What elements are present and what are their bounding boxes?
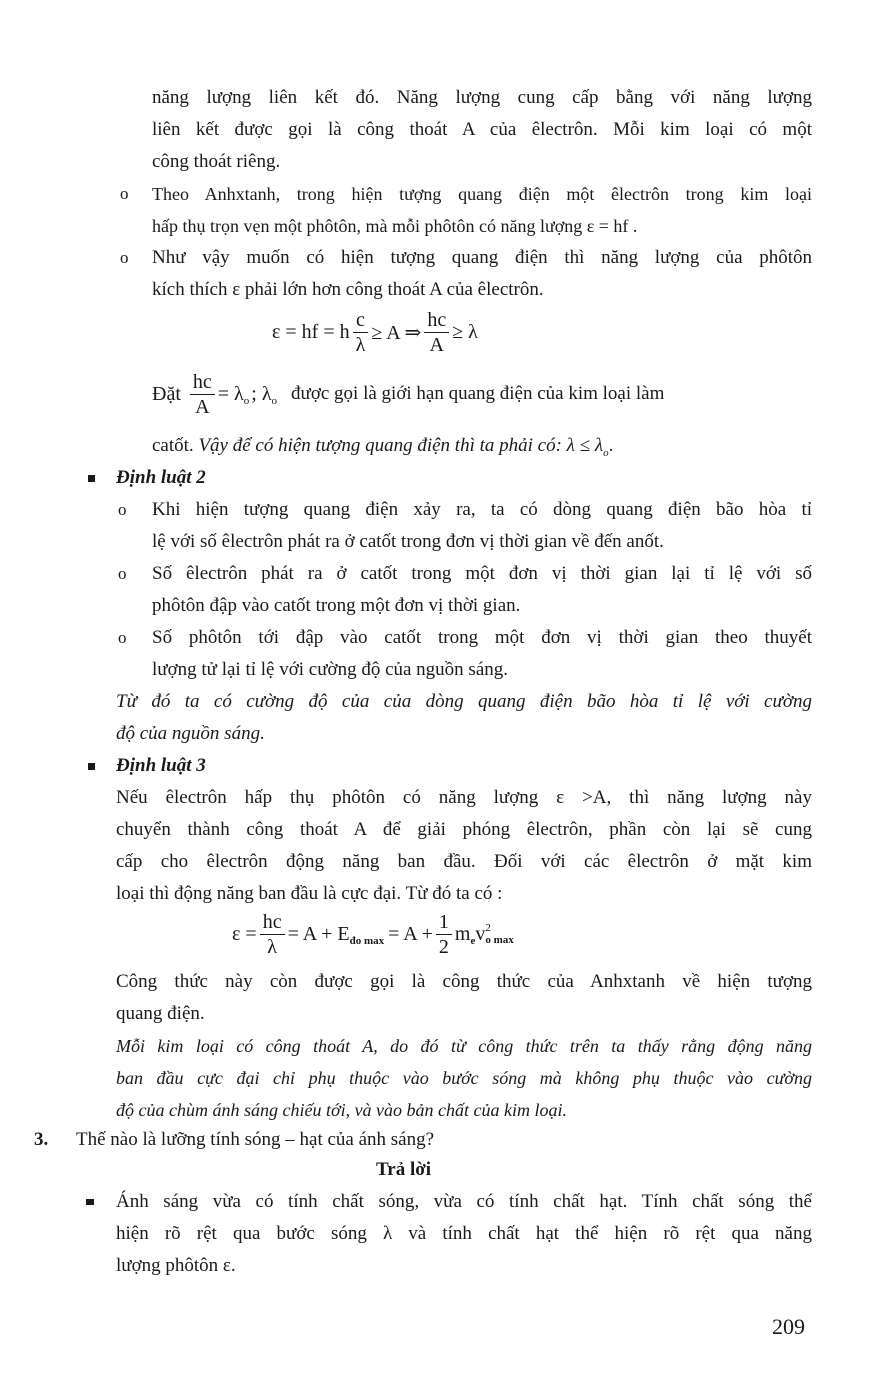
law3-line3: cấp cho êlectrôn động năng ban đầu. Đối với các êlectrôn ở mặt kim [116,851,812,872]
bullet1-line-2: hấp thụ trọn vẹn một phôtôn, mà mỗi phôtôn có năng lượng ε = hf . [152,216,638,236]
fraction-denominator: A [429,333,444,356]
square-bullet-icon [86,1199,94,1205]
circle-bullet-icon: o [118,500,127,519]
subscript: o max [485,934,514,946]
law2-item1-line1: Khi hiện tượng quang điện xảy ra, ta có dòng quang điện bão hòa tỉ [152,499,812,520]
law3-after-line1: Công thức này còn được gọi là công thức của Anhxtanh về hiện tượng [116,971,812,992]
formula-text: v [475,922,486,945]
law2-item3-line2: lượng tử lại tỉ lệ với cường độ của nguồn sáng. [152,659,509,680]
subscript: o [603,447,609,459]
formula-text: ; λ [251,382,272,405]
subscript: e [470,935,476,947]
fraction [353,308,369,357]
square-bullet-icon [88,475,95,482]
formula-text: = A + [388,922,433,945]
fraction-denominator: λ [355,333,366,356]
intro-line-2: liên kết được gọi là công thoát A của êlectrôn. Mỗi kim loại có một [152,119,812,140]
answer-line1: Ánh sáng vừa có tính chất sóng, vừa có tính chất hạt. Tính chất sóng thể [116,1191,812,1212]
catot-end: . [608,435,614,456]
einstein-formula [232,904,514,964]
circle-bullet-icon: o [118,628,127,647]
intro-line-3: công thoát riêng. [152,151,281,172]
fraction-denominator: A [195,395,210,418]
answer-line2: hiện rõ rệt qua bước sóng λ và tính chất hạt thể hiện rõ rệt qua năng [116,1223,812,1244]
law3-line4: loại thì động năng ban đầu là cực đại. Từ đó ta có : [116,883,503,904]
circle-bullet-icon: o [120,248,129,267]
law3-after-line2: quang điện. [116,1003,205,1024]
formula-text: ≥ λ [452,320,478,343]
subscript: o [243,395,250,407]
intro-line-1: năng lượng liên kết đó. Năng lượng cung cấp bằng với năng lượng [152,87,812,108]
catot-line [152,430,613,464]
subscript: o [271,395,278,407]
fraction [260,910,285,959]
law3-italic-line3: độ của chùm ánh sáng chiếu tới, và vào bản chất của kim loại. [116,1100,568,1120]
formula-text: ε = hf = h [272,320,350,343]
fraction-numerator: hc [190,370,215,395]
bullet2-line-2: kích thích ε phải lớn hơn công thoát A của êlectrôn. [152,279,544,300]
law2-item3-line1: Số phôtôn tới đập vào catốt trong một đơn vị thời gian theo thuyết [152,627,812,648]
bullet2-line-1: Như vậy muốn có hiện tượng quang điện thì năng lượng của phôtôn [152,247,812,268]
law3-title: Định luật 3 [116,755,206,776]
law2-item1-line2: lệ với số êlectrôn phát ra ở catốt trong đơn vị thời gian về đến anốt. [152,531,664,552]
law3-line2: chuyển thành công thoát A để giải phóng êlectrôn, phần còn lại sẽ cung [116,819,812,840]
sup-sub-stack [485,922,513,946]
subscript: đo max [349,935,385,947]
catot-normal: catốt. [152,435,199,456]
fraction [190,370,215,419]
law2-item2-line2: phôtôn đập vào catốt trong một đơn vị thời gian. [152,595,521,616]
question-text: Thế nào là lưỡng tính sóng – hạt của ánh sáng? [76,1129,435,1150]
formula-text: Đặt [152,382,181,405]
answer-title: Trả lời [376,1159,432,1180]
formula-text: ≥ A ⇒ [371,321,422,344]
circle-bullet-icon: o [118,564,127,583]
superscript: 2 [485,922,491,934]
law2-conclusion-line2: độ của nguồn sáng. [116,723,265,744]
catot-italic: Vậy để có hiện tượng quang điện thì ta phải có: λ ≤ λ [198,435,604,456]
law3-italic-line2: ban đầu cực đại chỉ phụ thuộc vào bước sóng mà không phụ thuộc vào cường [116,1068,812,1088]
fraction [424,308,449,357]
fraction-denominator: λ [267,935,277,958]
formula-text: ε = [232,922,257,945]
formula-text: m [454,922,471,945]
bullet1-line-1: Theo Anhxtanh, trong hiện tượng quang điện một êlectrôn trong kim loại [152,184,812,204]
circle-bullet-icon: o [120,184,129,203]
law2-title: Định luật 2 [116,467,206,488]
threshold-definition [152,364,814,424]
fraction-numerator: c [353,308,368,333]
formula-text: = A + E [287,922,350,945]
law3-line1: Nếu êlectrôn hấp thụ phôtôn có năng lượng ε >A, thì năng lượng này [116,787,812,808]
fraction-numerator: 1 [436,910,452,935]
fraction [436,910,452,959]
law2-item2-line1: Số êlectrôn phát ra ở catốt trong một đơn vị thời gian lại tỉ lệ với số [152,563,812,584]
fraction-numerator: hc [424,308,449,333]
fraction-numerator: hc [260,910,285,935]
answer-line3: lượng phôtôn ε. [116,1255,236,1276]
fraction-denominator: 2 [438,935,449,958]
law2-conclusion-line1: Từ đó ta có cường độ của của dòng quang điện bão hòa tỉ lệ với cường [116,691,812,712]
formula-photoelectric-condition [272,304,478,360]
square-bullet-icon [88,763,95,770]
page-number: 209 [772,1314,805,1339]
formula-text: được gọi là giới hạn quang điện của kim loại làm [291,383,665,404]
law3-italic-line1: Mỗi kim loại có công thoát A, do đó từ công thức trên ta thấy rằng động năng [116,1036,812,1056]
question-number: 3. [34,1129,49,1150]
formula-text: = λ [217,382,244,405]
